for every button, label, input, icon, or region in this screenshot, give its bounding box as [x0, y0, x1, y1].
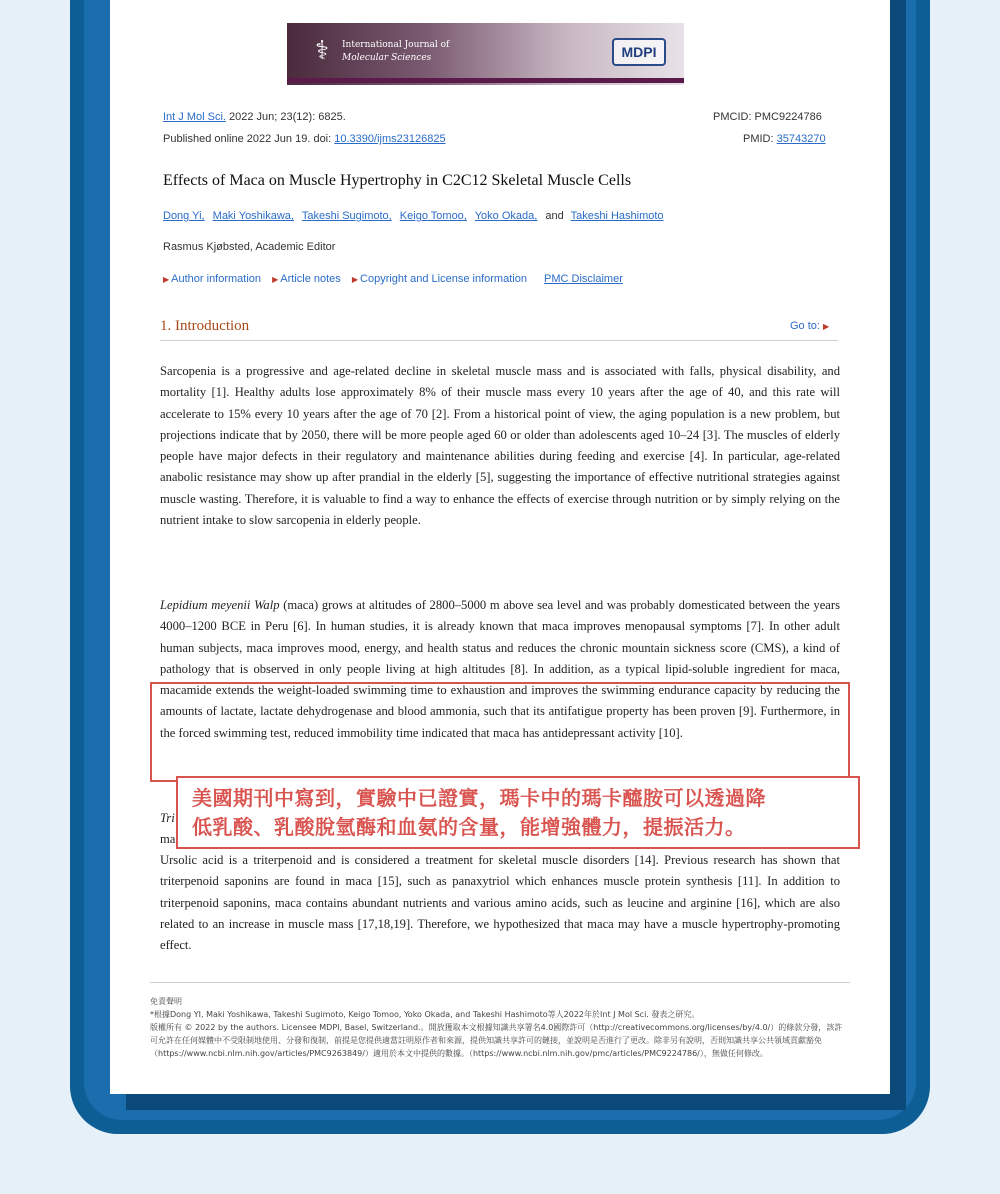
pmid-line	[743, 133, 826, 145]
copyright-license-link[interactable]: Copyright and License information	[360, 273, 527, 285]
paragraph-1: Sarcopenia is a progressive and age-related decline in skeletal muscle mass and is associated with falls, physical disability, and mortality [1]. Healthy adults lose approximately 8% of their muscle mass every 10 years after the age of 40, and this rate will accelerate to 15% every 10 years after the age of 70 [2]. From a historical point of view, the aging population is a new problem, but projections indicate that by 2050, there will be more people aged 60 or older than adolescents aged 10–24 [3]. The muscles of elderly people have major defects in their regulatory and maintenance abilities during feeding and exercise [4]. In particular, age-related anabolic resistance may show up after prandial in the elderly [5], suggesting the importance of effective nutritional strategies against muscle wasting. Therefore, it is valuable to find a way to enhance the effects of exercise through nutrition or by simply relying on the nutrient intake to slow sarcopenia in elderly people.	[160, 364, 840, 528]
goto-label: Go to:	[790, 320, 820, 332]
article-info-links	[163, 273, 631, 285]
triangle-right-icon: ▶	[272, 275, 279, 284]
journal-name-line2: Molecular Sciences	[342, 53, 432, 63]
pmid-label: PMID:	[743, 133, 777, 145]
author-link[interactable]: Keigo Tomoo,	[399, 210, 467, 222]
callout-line-2: 低乳酸、乳酸脫氫酶和血氨的含量，能增強體力，提振活力。	[192, 815, 746, 839]
paragraph-3: Ursolic acid is a triterpenoid and is considered a treatment for skeletal muscle disorders [14]. Previous research has shown that triterpenoid saponins are found in maca [15], such as panaxytriol which enhances muscle protein synthesis [11]. In addition to triterpenoid saponins, maca contains abundant nutrients and various amino acids, such as leucine and arginine [16], which are also related to an increase in muscle mass [17,18,19]. Therefore, we hypothesized that maca may have a muscle hypertrophy-promoting effect.	[160, 853, 840, 953]
author-link[interactable]: Maki Yoshikawa,	[212, 210, 294, 222]
disclaimer-footnote	[150, 995, 850, 1060]
author-link[interactable]: Dong Yi,	[163, 210, 205, 222]
triangle-right-icon: ▶	[351, 275, 359, 284]
volume-info: 2022 Jun; 23(12): 6825.	[225, 111, 346, 123]
footnote-heading: 免責聲明	[150, 997, 182, 1006]
author-link[interactable]: Takeshi Sugimoto,	[301, 210, 392, 222]
author-link[interactable]: Takeshi Hashimoto	[570, 210, 664, 222]
author-information-link[interactable]: Author information	[171, 273, 262, 285]
article-title: Effects of Maca on Muscle Hypertrophy in C2C12 Skeletal Muscle Cells	[163, 172, 632, 189]
footer-divider	[150, 982, 850, 983]
mdpi-logo: MDPI	[612, 38, 666, 66]
authors-and: and	[545, 210, 564, 222]
callout-annotation	[176, 776, 860, 849]
journal-name-line1: International Journal of	[342, 40, 450, 50]
article-page	[110, 0, 890, 1094]
author-list	[163, 210, 669, 222]
callout-line-1: 美國期刊中寫到，實驗中已證實，瑪卡中的瑪卡醯胺可以透過降	[192, 786, 766, 810]
section-divider	[160, 340, 838, 341]
article-notes-link[interactable]: Article notes	[280, 273, 341, 285]
section-heading: 1. Introduction	[160, 318, 250, 334]
journal-link[interactable]: Int J Mol Sci.	[163, 111, 226, 123]
pmcid: PMCID: PMC9224786	[713, 111, 822, 123]
academic-editor: Rasmus Kjøbsted, Academic Editor	[163, 241, 336, 253]
triangle-right-icon: ▶	[163, 275, 170, 284]
published-label: Published online 2022 Jun 19. doi:	[163, 133, 335, 145]
journal-banner-bar	[287, 78, 684, 83]
paragraph-3-head2: ma	[160, 832, 176, 846]
published-line	[163, 133, 446, 145]
paragraph-2-text: (maca) grows at altitudes of 2800–5000 m above sea level and was probably domesticated between the years 4000–1200 BCE in Peru [6]. In human studies, it is already known that maca improves menopausal symptoms [7]. In other adult human subjects, maca improves mood, energy, and health status and reduces the chronic mountain sickness score (CMS), a kind of pathology that is observed in only people living at high altitudes [8]. In addition, as a typical lipid-soluble ingredient for maca, macamide extends the weight-loaded swimming time to exhaustion and improves the swimming endurance capacity by reducing the amounts of lactate, lactate dehydrogenase and blood ammonia, such that its antifatigue property has been proven [9]. Furthermore, in the forced swimming test, reduced immobility time indicated that maca has antidepressant activity [10].	[160, 598, 840, 740]
highlight-box	[150, 682, 850, 782]
triangle-right-icon: ▶	[822, 322, 830, 331]
journal-logo-icon: ⚕	[314, 36, 330, 66]
author-link[interactable]: Yoko Okada,	[474, 210, 538, 222]
citation-line	[163, 111, 346, 123]
pmid-link[interactable]: 35743270	[776, 133, 826, 145]
species-name: Lepidium meyenii Walp	[160, 598, 280, 612]
footnote-line-1: *根據Dong YI, Maki Yoshikawa, Takeshi Sugimoto, Keigo Tomoo, Yoko Okada, and Takeshi Hashimoto等人2022年於Int J Mol Sci. 發表之研究。	[150, 1010, 700, 1019]
goto-link[interactable]	[790, 320, 829, 332]
paragraph-3-head-text: Tri	[160, 811, 175, 825]
pmc-disclaimer-link[interactable]: PMC Disclaimer	[544, 273, 623, 285]
doi-link[interactable]: 10.3390/ijms23126825	[334, 133, 446, 145]
footnote-line-2: 版權所有 © 2022 by the authors. Licensee MDPI, Basel, Switzerland.。開放獲取本文根據知識共享署名4.0國際許可（http://creativecommons.org/licenses/by/4.0/）的條款分發，該許可允許在任何媒體中不受限制地使用、分發和復制，前提是您提供適當註明原作者和來源，提供知識共享許可的鏈接，並說明是否進行了更改。除非另有說明，否則知識共享公共領域貢獻豁免（https://www.ncbi.nlm.nih.gov/articles/PMC9263849/）適用於本文中提供的數據。（https://www.ncbi.nlm.nih.gov/pmc/articles/PMC9224786/），無做任何修改。	[150, 1023, 843, 1058]
